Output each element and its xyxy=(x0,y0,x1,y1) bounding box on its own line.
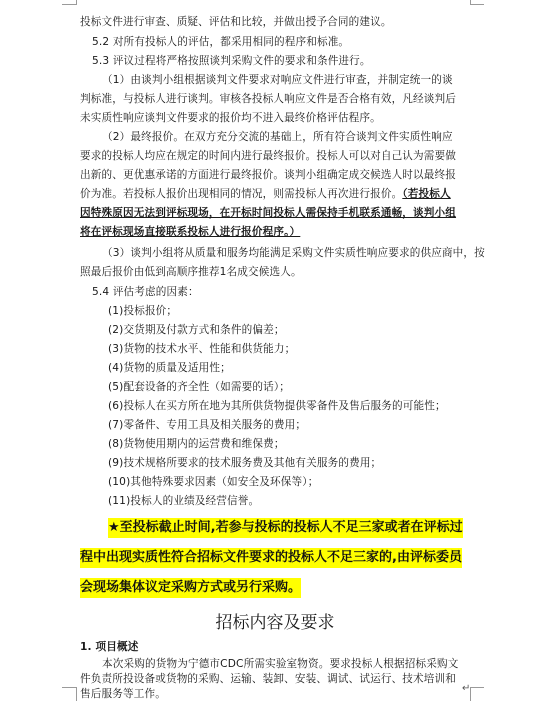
text-line: 要求的投标人均应在规定的时间内进行最终报价。投标人可以对自己认为需要做 xyxy=(80,150,457,162)
text-line: 判标准，与投标人进行谈判。审核各投标人响应文件是否合格有效，凡经谈判后 xyxy=(80,93,457,105)
list-item: (1)投标报价； xyxy=(108,305,178,317)
section-title: 招标内容及要求 xyxy=(215,613,335,633)
highlighted-notice: 程中出现实质性符合招标文件要求的投标人不足三家的,由评标委员 xyxy=(80,548,462,568)
crop-mark-top-left xyxy=(62,4,76,5)
highlighted-notice: ★至投标截止时间,若参与投标的投标人不足三家或者在评标过 xyxy=(108,518,463,538)
list-item: (9)技术规格所要求的技术服务费及其他有关服务的费用； xyxy=(108,457,382,469)
text-line xyxy=(80,187,451,201)
text-line: （1）由谈判小组根据谈判文件要求对响应文件进行审查，并制定统一的谈 xyxy=(102,74,453,86)
text-line: 投标文件进行审查、质疑、评估和比较，并做出授予合同的建议。 xyxy=(80,16,392,28)
text-span: 价为准。若投标人报价出现相同的情况，则需投标人再次进行报价。 xyxy=(80,188,403,200)
paragraph-mark-icon: ↵ xyxy=(462,683,471,694)
text-line: 5.4 评估考虑的因素： xyxy=(92,286,199,298)
list-item: (7)零备件、专用工具及相关服务的费用； xyxy=(108,419,307,431)
crop-mark-top-right-v xyxy=(470,0,471,5)
text-line: 照最后报价由低到高顺序推荐1名成交候选人。 xyxy=(80,266,302,278)
text-line: 出新的、更优惠承诺的方面进行最终报价。谈判小组确定成交候选人时以最终报 xyxy=(80,169,457,181)
text-line: 本次采购的货物为宁德市CDC所需实验室物资。要求投标人根据招标采购文 xyxy=(102,658,459,670)
underlined-note: （若投标人 xyxy=(402,188,451,200)
crop-mark-bottom-left-v xyxy=(76,687,77,701)
list-item: (8)货物使用期内的运营费和维保费； xyxy=(108,438,285,450)
text-line: 5.3 评议过程将严格按照谈判采购文件的要求和条件进行。 xyxy=(92,55,371,67)
list-item: (6)投标人在买方所在地为其所供货物提供零备件及售后服务的可能性； xyxy=(108,400,446,412)
crop-mark-bottom-right xyxy=(470,687,484,688)
text-line: 件负责所投设备或货物的采购、运输、装卸、安装、调试、试运行、技术培训和 xyxy=(80,673,457,685)
crop-mark-bottom-left xyxy=(62,687,76,688)
text-line: 售后服务等工作。 xyxy=(80,688,166,700)
text-line: 未实质性响应谈判文件要求的报价均不进入最终价格评估程序。 xyxy=(80,112,381,124)
highlighted-notice: 会现场集体议定采购方式或另行采购。 xyxy=(80,578,301,598)
list-item: (4)货物的质量及适用性； xyxy=(108,362,231,374)
list-item: (11)投标人的业绩及经营信誉。 xyxy=(108,495,260,507)
crop-mark-top-right xyxy=(470,4,484,5)
section-heading: 1. 项目概述 xyxy=(80,641,139,653)
list-item: (2)交货期及付款方式和条件的偏差； xyxy=(108,324,285,336)
list-item: (10)其他特殊要求因素（如安全及环保等）； xyxy=(108,476,319,488)
list-item: (3)货物的技术水平、性能和供货能力； xyxy=(108,343,296,355)
underlined-note: 将在评标现场直接联系投标人进行报价程序。） xyxy=(80,226,301,238)
text-line: 5.2 对所有投标人的评估，都采用相同的程序和标准。 xyxy=(92,36,350,48)
text-line: （2）最终报价。在双方充分交流的基础上，所有符合谈判文件实质性响应 xyxy=(102,131,453,143)
list-item: (5)配套设备的齐全性（如需要的话）； xyxy=(108,381,291,393)
underlined-note: 因特殊原因无法到评标现场，在开标时间投标人需保持手机联系通畅，谈判小组 xyxy=(80,207,457,219)
crop-mark-top-left-v xyxy=(76,0,77,5)
text-line: （3）谈判小组将从质量和服务均能满足采购文件实质性响应要求的供应商中，按 xyxy=(102,247,485,259)
